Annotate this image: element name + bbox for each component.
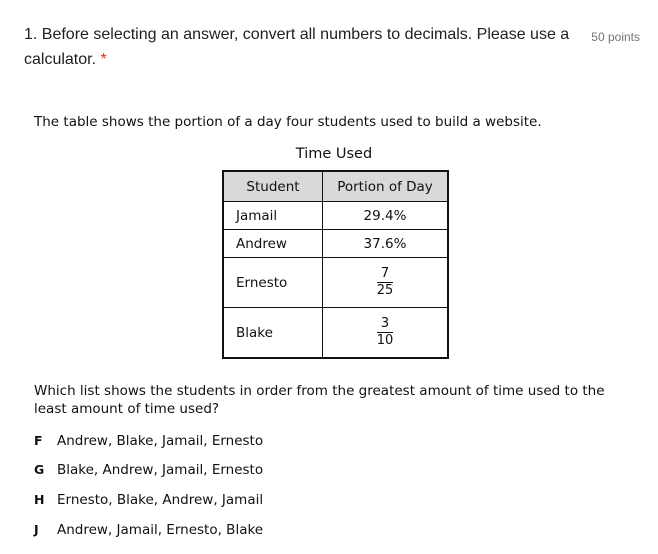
portion-value: 37.6% (323, 230, 449, 258)
choice-letter: F (34, 433, 43, 448)
table-row (223, 230, 448, 258)
portion-value (323, 308, 449, 359)
choice-letter: J (34, 522, 39, 537)
fraction (377, 317, 394, 348)
choice-text: Andrew, Blake, Jamail, Ernesto (57, 433, 264, 449)
answer-choice-f[interactable] (34, 433, 263, 449)
points-label: 50 points (591, 30, 640, 44)
student-name: Andrew (223, 230, 323, 258)
student-name: Blake (223, 308, 323, 359)
student-name: Jamail (223, 202, 323, 230)
answer-choice-g[interactable] (34, 462, 263, 478)
portion-value (323, 258, 449, 308)
fraction-numerator: 7 (377, 267, 394, 283)
student-name: Ernesto (223, 258, 323, 308)
choice-letter: G (34, 462, 45, 477)
choice-text: Ernesto, Blake, Andrew, Jamail (57, 492, 264, 508)
time-used-table (222, 170, 449, 359)
question-prompt: Which list shows the students in order from the greatest amount of time used to the least amount of time used? (34, 383, 605, 417)
table-row (223, 258, 448, 308)
required-marker: * (100, 51, 107, 68)
answer-choice-h[interactable] (34, 492, 263, 508)
fraction-denominator: 25 (376, 283, 394, 298)
header-portion-of-day: Portion of Day (323, 171, 449, 202)
fraction (377, 267, 394, 298)
table-row (223, 308, 448, 359)
fraction-denominator: 10 (376, 333, 394, 348)
fraction-numerator: 3 (377, 317, 394, 333)
table-caption: Time Used (295, 146, 373, 162)
choice-letter: H (34, 492, 45, 507)
answer-choice-j[interactable] (34, 522, 263, 538)
intro-text: The table shows the portion of a day four students used to build a website. (34, 114, 542, 130)
table-row (223, 202, 448, 230)
choice-text: Blake, Andrew, Jamail, Ernesto (57, 462, 264, 478)
question-title-text: 1. Before selecting an answer, convert all numbers to decimals. Please use a calculator. (24, 26, 570, 68)
header-student: Student (223, 171, 323, 202)
choice-text: Andrew, Jamail, Ernesto, Blake (57, 522, 264, 538)
portion-value: 29.4% (323, 202, 449, 230)
table-header-row (223, 171, 448, 202)
